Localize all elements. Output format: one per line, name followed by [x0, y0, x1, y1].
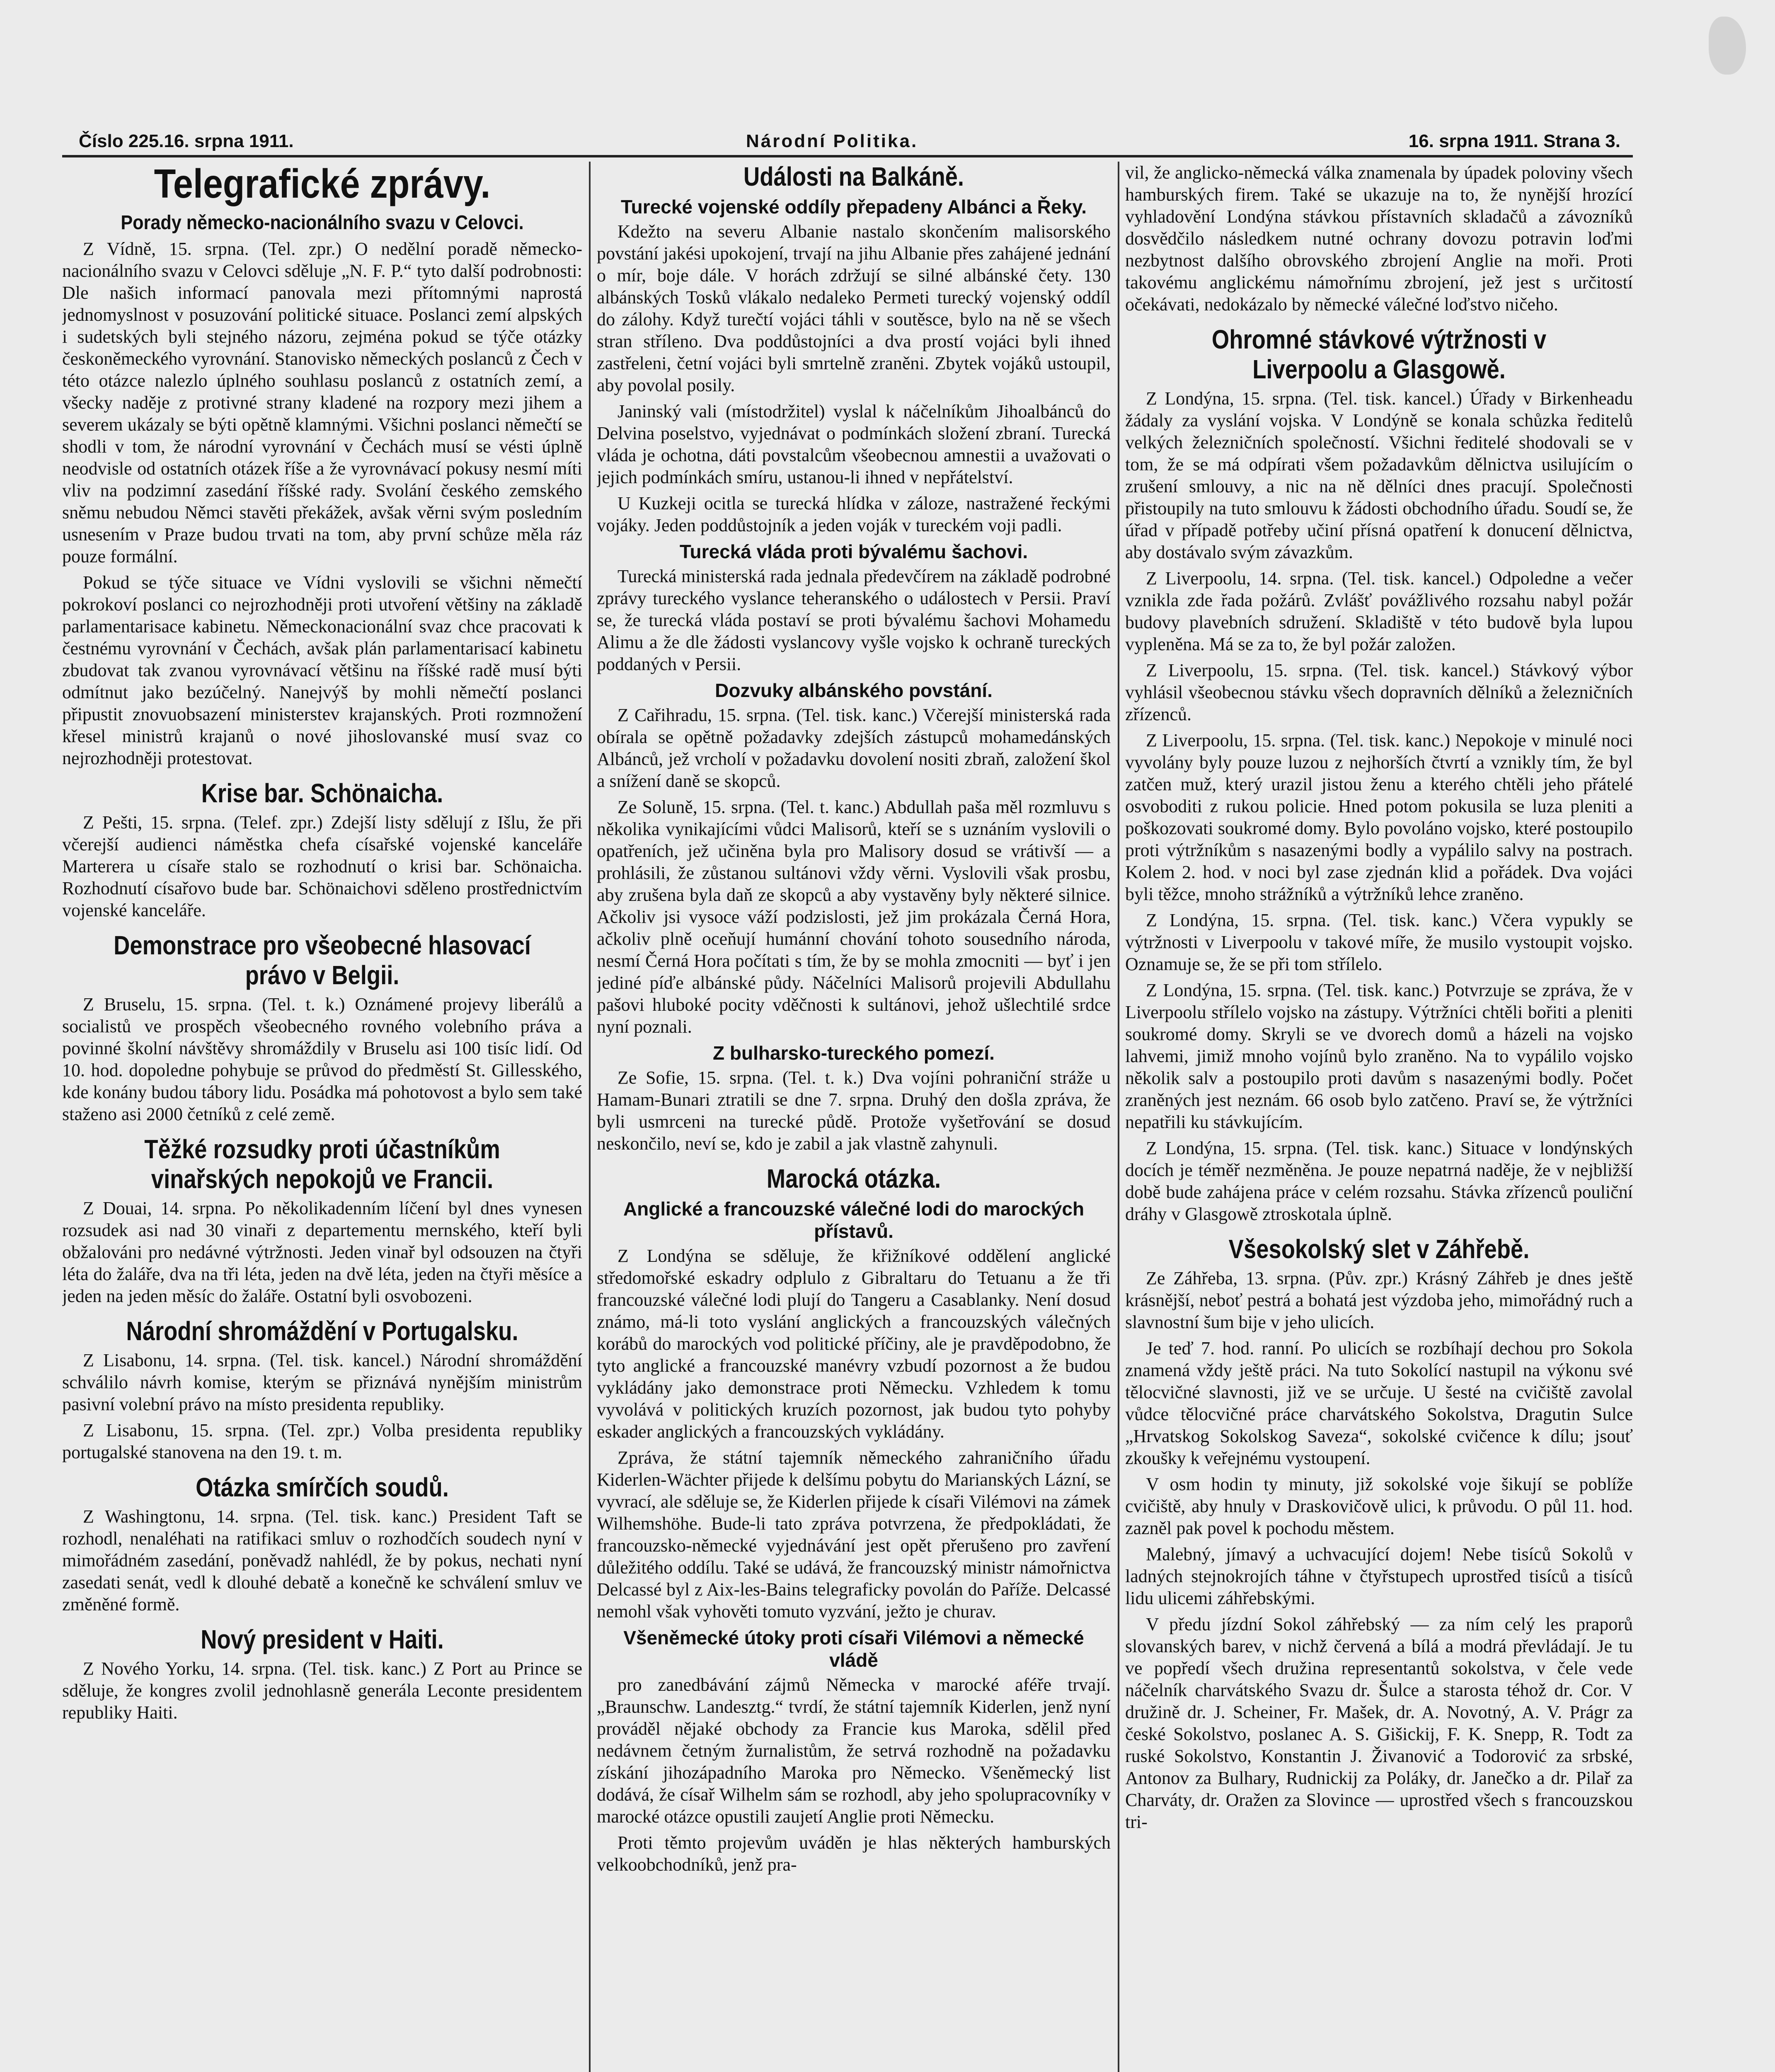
article-paragraph: Z Liverpoolu, 14. srpna. (Tel. tisk. kancel.) Odpoledne a večer vznikla zde řada požárů. Zvlášť povážlivého rozsahu nabyl požár budovy plavebních sdružení. Skladiště v této budově byla lupou vypleněna. Má se za to, že byl požár založen.	[1125, 568, 1633, 654]
article-paragraph: Z Nového Yorku, 14. srpna. (Tel. tisk. kanc.) Z Port au Prince se sděluje, že kongres zvolil jednohlasně generála Leconte presidentem republiky Haiti.	[62, 1658, 582, 1723]
section-title: Marocká otázka.	[766, 1164, 941, 1193]
article-headline: Otázka smírčích soudů.	[196, 1472, 449, 1502]
section-title: Události na Balkáně.	[743, 162, 964, 191]
article-headline: Porady německo-nacionálního svazu v Celovci.	[121, 212, 524, 234]
article-paragraph: Z Lisabonu, 14. srpna. (Tel. tisk. kancel.) Národní shromáždění schválilo návrh komise, kterým se přiznává nynějším ministrům pasivní volební právo na místo presidenta republiky.	[62, 1350, 582, 1414]
section-title: Ohromné stávkové výtržnosti v Liverpoolu a Glasgowě.	[1211, 324, 1547, 384]
article-paragraph: Z Liverpoolu, 15. srpna. (Tel. tisk. kancel.) Stávkový výbor vyhlásil všeobecnou stávku všech dopravních dělníků a železničních zřízenců.	[1125, 660, 1633, 724]
article-paragraph: V předu jízdní Sokol záhřebský — za ním celý les praporů slovanských barev, v nichž červená a bílá a modrá převládají. Je tu ve popředí všech družina representantů sokolstva, v čele vede náčelník charvátského Svazu dr. Šulce a starosta téhož dr. Cor. V družině dr. J. Scheiner, Fr. Mašek, dr. A. Novotný, A. V. Prágr za české Sokolstvo, poslanec A. S. Gišickij, F. K. Snepp, R. Todt za ruské Sokolstvo, Konstantin J. Živanović a Todorović za srbské, Antonov za Bulhary, Rudnickij za Poláky, dr. Janečko a dr. Pilař za Charváty, dr. Oražen za Slovince — uprostřed všech s francouzskou tri-	[1125, 1614, 1633, 1832]
article-paragraph: Z Vídně, 15. srpna. (Tel. zpr.) O nedělní poradě německo-nacionálního svazu v Celovci sděluje „N. F. P.“ tyto další podrobnosti: Dle našich informací panovala mezi přítomnými naprostá jednomyslnost v posuzování politické situace. Poslanci zemí alpských i sudetských byli stejného názoru, zejména pokud se týče otázky českoněmeckého vyrovnání. Stanovisko německých poslanců z Čech v této otázce nalezlo úplného souhlasu poslanců z ostatních zemí, a všecky naděje z protivné strany kladené na rozpory mezi jihem a severem ukázaly se býti opětně klamnými. Všichni poslanci němečtí se shodli v tom, že národní vyrovnání v Čechách musí se vésti úplně neodvisle od ostatních otázek říše a že vyrovnávací pokusy nesmí míti vliv na podzimní zasedání říšské rady. Svolání českého zemského sněmu nebudou Němci stavěti překážek, avšak věrni svým posledním usnesením v Praze budou trvati na tom, aby první schůze měla ráz pouze formální.	[62, 239, 582, 566]
date-page-number: 16. srpna 1911. Strana 3.	[1408, 131, 1620, 151]
article-paragraph: Z Lisabonu, 15. srpna. (Tel. zpr.) Volba presidenta republiky portugalské stanovena na den 19. t. m.	[62, 1420, 582, 1462]
article-paragraph: Z Bruselu, 15. srpna. (Tel. t. k.) Oznámené projevy liberálů a socialistů ve prospěch všeobecného rovného volebního práva a povinné školní návštěvy shromáždily v Bruselu asi 100 tisíc lidí. Od 10. hod. dopoledne pohybuje se průvod do předměstí St. Gillesského, kde konány budou tábory lidu. Posádka má pohotovost a bylo sem také staženo asi 2000 četníků z celé země.	[62, 994, 582, 1124]
article-paragraph: Ze Sofie, 15. srpna. (Tel. t. k.) Dva vojíni pohraniční stráže u Hamam-Bunari ztratili se dne 7. srpna. Druhý den došla zpráva, že byli usmrceni na turecké půdě. Protože vyšetřování se dosud neskončilo, neví se, kdo je zabil a jak vlastně zahynuli.	[597, 1067, 1111, 1154]
masthead: Národní Politika.	[746, 131, 918, 151]
article-paragraph: Malebný, jímavý a uchvacující dojem! Nebe tisíců Sokolů v ladných stejnokrojích táhne v čtyřstupech uprostřed tisíců a tisíců lidu ulicemi záhřebskými.	[1125, 1544, 1633, 1608]
article-headline: Z bulharsko-tureckého pomezí.	[713, 1042, 995, 1064]
article-paragraph: vil, že anglicko-německá válka znamenala by úpadek poloviny všech hamburských firem. Také se ukazuje na to, že nynější hrozící vyhladovění Londýna stávkou přístavních skladačů a závozníků dosvědčilo následkem nutné ochrany dovozu potravin loďmi nezbytnost dalšího obrovského zbrojení Anglie na moři. Proti takovému anglickému námořnímu zbrojení, jež jest s určitostí očekávati, nedokázalo by německé válečné loďstvo ničeho.	[1125, 162, 1633, 315]
page-header	[62, 128, 1633, 157]
article-paragraph: Je teď 7. hod. ranní. Po ulicích se rozbíhají dechou pro Sokola znamená vždy ještě práci. Na tuto Sokolící nastupil na výkonu své tělocvičné slavnosti, již ve se určuje. U šesté na cvičiště zavolal vůdce tělocvičné práce charvátského Sokolstva, Dragutin Sulce „Hrvatskog Sokolskog Saveza“, sokolské cvičence k dílu; jsouť zkoušky k veřejnému vystoupení.	[1125, 1338, 1633, 1468]
article-paragraph: Kdežto na severu Albanie nastalo skončením malisorského povstání jakési upokojení, trvají na jihu Albanie přes zahájené jednání o mír, boje dále. V horách zdržují se silné albánské čety. 130 albánských Tosků vlákalo nedaleko Permeti turecký vojenský oddíl do zálohy. Když turečtí vojáci táhli v soutěsce, bylo na ně se všech stran stříleno. Dva poddůstojníci a dva prostí vojáci byli ihned zastřeleni, četní vojáci byli smrtelně zraněni. Zbytek vojáků ustoupil, aby povolal posily.	[597, 221, 1111, 395]
section-title: Telegrafické zprávy.	[154, 162, 491, 206]
article-headline: Anglické a francouzské válečné lodi do marockých přístavů.	[623, 1198, 1085, 1242]
article-paragraph: Z Londýna, 15. srpna. (Tel. tisk. kanc.) Situace v londýnských docích je téměř nezměněna. Je pouze nepatrná naděje, že v nejbližší době bude zahájena práce v celém rozsahu. Stávka zřízenců pouliční dráhy v Glasgowě ztroskotala úplně.	[1125, 1138, 1633, 1224]
article-paragraph: V osm hodin ty minuty, již sokolské voje šikují se poblíže cvičiště, aby hnuly v Draskovičově ulici, k průvodu. O půl 11. hod. zazněl pak povel k pochodu městem.	[1125, 1474, 1633, 1538]
article-headline: Těžké rozsudky proti účastníkům vinařských nepokojů ve Francii.	[144, 1134, 500, 1194]
article-paragraph: Turecká ministerská rada jednala předevčírem na základě podrobné zprávy tureckého vyslance teheranského o událostech v Persii. Praví se, že turecká vláda postaví se proti bývalému šachovi Mohamedu Alimu a že dle žádosti vyslancovy vyšle vojsko k ochraně tureckých poddaných v Persii.	[597, 566, 1111, 674]
article-headline: Demonstrace pro všeobecné hlasovací právo v Belgii.	[114, 930, 531, 990]
article-paragraph: Pokud se týče situace ve Vídni vyslovili se všichni němečtí pokrokoví poslanci co nejrozhodněji proti utvoření většiny na základě parlamentarisace kabinetu. Německonacionální svaz chce pracovati k čestnému vyrovnání v Čechách, avšak plán parlamentarisací kabinetu zbudovat tak zvanou vyrovnávací většinu na říšské radě musí býti odmítnut jako bezúčelný. Nanejvýš by mohli němečtí poslanci připustit znovuobsazení ministerstev krajanských. Proti rozmnožení křesel ministrů krajanů o nové jihoslovanské musí svaz co nejrozhodněji protestovat.	[62, 572, 582, 768]
article-paragraph: Z Londýna, 15. srpna. (Tel. tisk. kancel.) Úřady v Birkenheadu žádaly za vyslání vojska. V Londýně se konala schůzka ředitelů velkých železničních společností. Všichni ředitelé shodovali se v tom, že se má odpírati všem požadavkům dělnictva usilujícím o zrušení smlouvy, a nic na ně dělníci dnes pracují. Společnosti přistoupily na tuto smlouvu k žádosti obchodního úřadu. Soudí se, že úřad v případě potřeby učiní přísná opatření k donucení dělnictva, aby dostávalo svým závazkům.	[1125, 388, 1633, 562]
column-divider	[589, 162, 591, 2072]
article-paragraph: Z Pešti, 15. srpna. (Telef. zpr.) Zdejší listy sdělují z Išlu, že při včerejší audienci náměstka chefa císařské vojenské kanceláře Marterera u císaře stalo se rozhodnutí o krisi bar. Schönaicha. Rozhodnutí císařovo bude bar. Schönaichovi sděleno prostřednictvím vojenské kanceláře.	[62, 812, 582, 920]
article-headline: Národní shromáždění v Portugalsku.	[126, 1316, 518, 1346]
article-paragraph: Ze Záhřeba, 13. srpna. (Pův. zpr.) Krásný Záhřeb je dnes ještě krásnější, neboť pestrá a bohatá jest výzdoba jeho, mimořádný ruch a slavnostní šum bije v jeho ulicích.	[1125, 1268, 1633, 1332]
column-3	[1125, 162, 1633, 2072]
article-paragraph: Z Washingtonu, 14. srpna. (Tel. tisk. kanc.) President Taft se rozhodl, nenaléhati na ratifikaci smluv o rozhodčích soudech nyní v mimořádném zasedání, poněvadž nahlédl, že by pokus, nechati nyní zasedati senát, vedl k dlouhé debatě a konečně ke schválení smluv ve změněné formě.	[62, 1506, 582, 1615]
newspaper-page	[62, 128, 1633, 2072]
section-title: Všesokolský slet v Záhřebě.	[1228, 1234, 1530, 1264]
article-paragraph: Z Liverpoolu, 15. srpna. (Tel. tisk. kanc.) Nepokoje v minulé noci vyvolány byly pouze luzou z nejhorších čtvrtí a vznikly tím, že byl zatčen muž, který urazil jistou ženu a kterého chtěli jeho přátelé osvoboditi z rukou policie. Hned potom pokusila se luza pleniti a poškozovati soukromé domy. Bylo povoláno vojsko, které postoupilo proti výtržníkům s nasazenými bodly a vypálilo salvy na postrach. Kolem 2. hod. v noci byl zase zjednán klid a pořádek. Dva vojáci byli těžce, mnoho strážníků a výtržníků lehce zraněno.	[1125, 730, 1633, 904]
article-paragraph: U Kuzkeji ocitla se turecká hlídka v záloze, nastražené řeckými vojáky. Jeden poddůstojník a jeden voják v tureckém voji padli.	[597, 493, 1111, 535]
article-headline: Turecké vojenské oddíly přepadeny Albánci a Řeky.	[620, 196, 1087, 218]
article-paragraph: Janinský vali (místodržitel) vyslal k náčelníkům Jihoalbánců do Delvina poselstvo, vyjednávat o podmínkách složení zbraní. Turecká vláda je ochotna, dáti povstalcům všeobecnou amnestii a uvažovati o jejich podmínkách smíru, ustanou-li ihned v nepřátelství.	[597, 401, 1111, 487]
column-1	[62, 162, 582, 2072]
article-headline: Krise bar. Schönaicha.	[201, 778, 443, 808]
article-headline: Turecká vláda proti bývalému šachovi.	[679, 541, 1028, 562]
article-paragraph: Proti těmto projevům uváděn je hlas některých hamburských velkoobchodníků, jenž pra-	[597, 1832, 1111, 1875]
article-headline: Všeněmecké útoky proti císaři Vilémovi a německé vládě	[623, 1627, 1084, 1671]
column-2	[597, 162, 1111, 2072]
article-paragraph: Z Londýna, 15. srpna. (Tel. tisk. kanc.) Potvrzuje se zpráva, že v Liverpoolu střílelo vojsko na zástupy. Výtržníci chtěli bořiti a pleniti soukromé domy. Skryli se ve dvorech domů a házeli na vojsko lahvemi, jimiž mnoho vojínů bylo zraněno. Na to vypálilo vojsko několik salv a postoupilo proti davům s nasazenými bodly. Počet zraněných jest neznám. 66 osob bylo zatčeno. Praví se, že výtržníci nepatřili ku stávkujícím.	[1125, 980, 1633, 1132]
article-paragraph: Zpráva, že státní tajemník německého zahraničního úřadu Kiderlen-Wächter přijede k delšímu pobytu do Marianských Lázní, se vyvrací, ale sděluje se, že Kiderlen přijede k císaři Vilémovi na zámek Wilhemshöhe. Bude-li tato zpráva potvrzena, že předpokládati, že francouzsko-německé vyjednávání jest opět přerušeno pro zavření důležitého oddílu. Také se udává, že francouzský ministr námořnictva Delcassé byl z Aix-les-Bains telegraficky povolán do Paříže. Delcassé nemohl však vyhověti tomuto vyzvání, ježto je churav.	[597, 1447, 1111, 1622]
column-divider	[1118, 162, 1119, 2072]
article-paragraph: Z Douai, 14. srpna. Po několikadenním líčení byl dnes vynesen rozsudek asi nad 30 vinaři z departementu mernského, kteří byli obžalováni pro nedávné výtržnosti. Jeden vinař byl odsouzen na čtyři léta do žaláře, dva na tři léta, jeden na dvě léta, jeden na čtyři měsíce a jeden na jeden měsíc do žaláře. Ostatní byli osvobozeni.	[62, 1198, 582, 1306]
article-paragraph: Z Cařihradu, 15. srpna. (Tel. tisk. kanc.) Včerejší ministerská rada obírala se opětně požadavky zdejších zástupců mohamedánských Albánců, jež vrcholí v požadavku dovolení nositi zbraň, založení škol a snížení daně se skopců.	[597, 705, 1111, 791]
article-headline: Nový president v Haiti.	[201, 1624, 444, 1654]
article-headline: Dozvuky albánského povstání.	[715, 680, 993, 701]
paper-stain	[1709, 17, 1746, 75]
article-paragraph: Z Londýna, 15. srpna. (Tel. tisk. kanc.) Včera vypukly se výtržnosti v Liverpoolu v takové míře, že musilo vystoupit vojsko. Oznamuje se, že se při tom střílelo.	[1125, 910, 1633, 974]
article-paragraph: pro zanedbávání zájmů Německa v marocké aféře trvají. „Braunschw. Landesztg.“ tvrdí, že státní tajemník Kiderlen, jenž nyní prováděl nějaké obchody za Francie kus Maroka, sdělil před nedávnem četným žurnalistům, že setrvá rozhodně na požadavku získání jihozápadního Maroka pro Německo. Všeněmecký list dodává, že císař Wilhelm sám se rozhodl, aby jeho spolupracovníky v marocké otázce opustili zaujetí Anglie proti Německu.	[597, 1675, 1111, 1827]
issue-number: Číslo 225.16. srpna 1911.	[79, 131, 294, 151]
article-paragraph: Z Londýna se sděluje, že křižníkové oddělení anglické středomořské eskadry odplulo z Gibraltaru do Tetuanu a že tři francouzské válečné lodi plují do Tangeru a Casablanky. Není dosud známo, má-li toto vyslání anglických a francouzských válečných korábů do marockých vod politické příčiny, ale je pravděpodobno, že tyto anglické a francouzské manévry vzbudí pozornost a že budou vykládány jako demonstrace proti Německu. Vzhledem k tomu vyvolává v politických kruzích pozornost, jak budou tyto pohyby eskader anglických a francouzských vykládány.	[597, 1246, 1111, 1442]
article-paragraph: Ze Soluně, 15. srpna. (Tel. t. kanc.) Abdullah paša měl rozmluvu s několika vynikajícími vůdci Malisorů, kteří se s uznáním vyslovili o opatřeních, jež učiněna byla pro Malisory dosud se vrátivší — a prohlásili, že zůstanou sultánovi vždy věrni. Vyslovili však prosbu, aby zrušena byla daň ze skopců a aby vystavěny byly některé silnice. Ačkoliv jsi vysoce váží podzislosti, jež jim prokázala Černá Hora, ačkoliv plně oceňují humánní chování tohoto sousedního národa, nesmí Černá Hora počítati s tím, že by se mohla zmocniti — byť i jen jediné píďe albánské půdy. Náčelníci Malisorů projevili Abdullahu pašovi hluboké pocity vděčnosti k sultánovi, jehož ušlechtilé srdce nyní poznali.	[597, 797, 1111, 1037]
